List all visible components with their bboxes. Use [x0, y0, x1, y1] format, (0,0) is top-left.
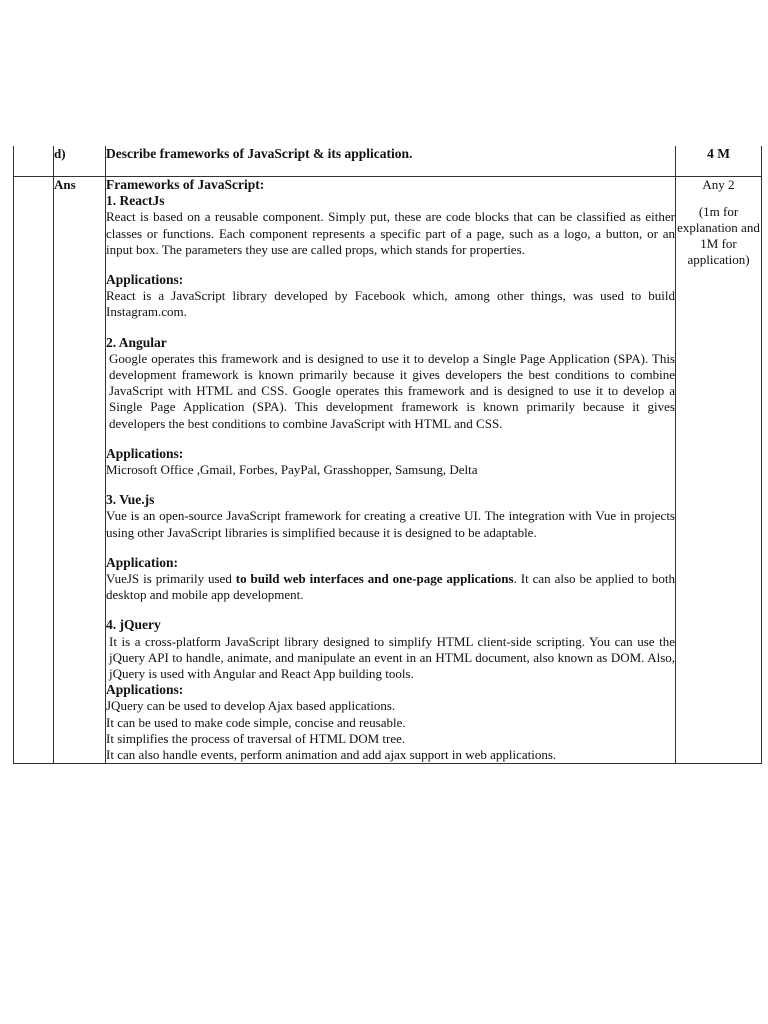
vue-description: Vue is an open-source JavaScript framework for creating a creative UI. The integration with Vue in projects using other JavaScript libraries is simplified because it is designed to be adaptable.: [106, 508, 675, 540]
jquery-app-line: It can also handle events, perform animation and add ajax support in web applications.: [106, 747, 557, 763]
jquery-app-heading: Applications:: [106, 682, 184, 698]
marks-scheme-line2: (1m for explanation and 1M for application): [677, 204, 760, 267]
angular-title: 2. Angular: [106, 334, 167, 350]
vue-app-text-post: . It can also be applied to both desktop and mobile app development.: [106, 571, 675, 603]
react-description: React is based on a reusable component. Simply put, these are code blocks that can be classified as either classes or functions. Each component represents a specific part of a page, such as a logo, a button, or an input box. The parameters they use are called props, which stands for properties.: [106, 209, 675, 257]
marks-scheme: [676, 177, 762, 764]
react-app-text: React is a JavaScript library developed by Facebook which, among other things, was used to build Instagram.com.: [106, 288, 675, 320]
answer-heading: Frameworks of JavaScript:: [106, 177, 265, 192]
vue-app-heading: Application:: [106, 554, 179, 570]
jquery-title: 4. jQuery: [106, 617, 161, 633]
angular-app-heading: Applications:: [106, 445, 184, 461]
angular-description: Google operates this framework and is designed to use it to develop a Single Page Application (SPA). This development framework is known primarily because it gives developers the best conditions to combine JavaScript with HTML and CSS. Google operates this framework and is designed to use it to develop a Single Page Application (SPA). This development framework is known primarily because it gives developers the best conditions to combine JavaScript with HTML and CSS.: [109, 350, 675, 431]
vue-app-text-pre: VueJS is primarily used: [106, 571, 236, 587]
question-text: Describe frameworks of JavaScript & its application.: [106, 146, 676, 177]
blank-cell: [14, 146, 54, 177]
jquery-app-line: JQuery can be used to develop Ajax based applications.: [106, 698, 396, 714]
vue-app-text-bold: to build web interfaces and one-page applications: [235, 571, 514, 587]
blank-cell: [14, 177, 54, 764]
react-app-heading: Applications:: [106, 272, 184, 288]
question-label: d): [54, 146, 106, 177]
angular-app-text: Microsoft Office ,Gmail, Forbes, PayPal, Grasshopper, Samsung, Delta: [106, 462, 478, 478]
jquery-description: It is a cross-platform JavaScript library designed to simplify HTML client-side scripting. You can use the jQuery API to handle, animate, and manipulate an event in an HTML document, also known as DOM. Also, jQuery is used with Angular and React App building tools.: [109, 633, 675, 682]
question-row: [14, 146, 762, 177]
jquery-app-line: It can be used to make code simple, concise and reusable.: [106, 714, 406, 730]
vue-title: 3. Vue.js: [106, 492, 155, 508]
jquery-app-line: It simplifies the process of traversal of HTML DOM tree.: [106, 730, 406, 746]
answer-row: [14, 177, 762, 764]
react-title: 1. ReactJs: [106, 193, 165, 209]
answer-label: Ans: [54, 177, 106, 764]
answer-content: [106, 177, 676, 764]
vue-app-text: [106, 571, 675, 603]
question-marks: 4 M: [676, 146, 762, 177]
marks-scheme-line1: Any 2: [702, 177, 735, 192]
answer-table: [13, 146, 762, 764]
